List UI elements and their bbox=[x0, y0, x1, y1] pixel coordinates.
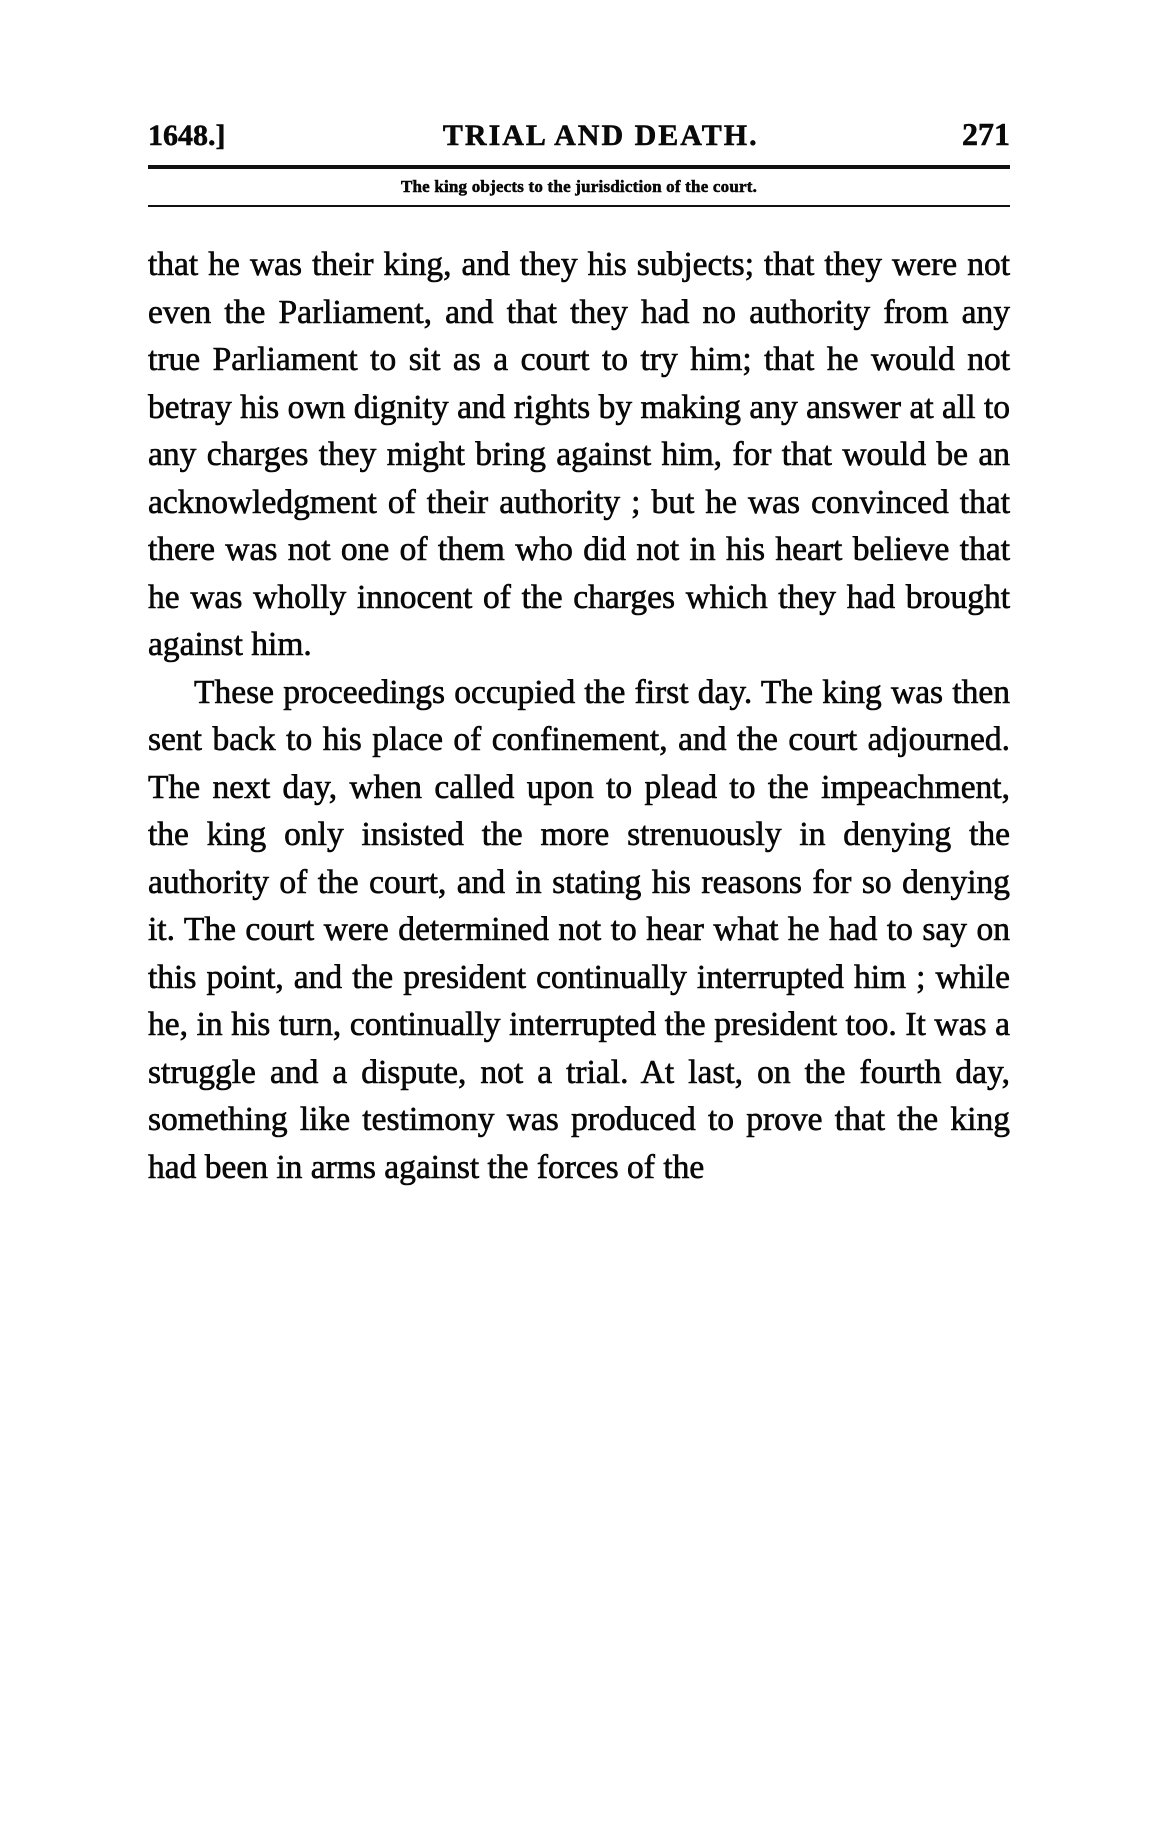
paragraph: that he was their king, and they his subjects; that they were not even the Parliament, and that they had no authority from any true Parliament to sit as a court to try him; that he would not betray his own dignity and rights by making any answer at all to any charges they might bring against him, for that would be an acknowledgment of their authority ; but he was convinced that there was not one of them who did not in his heart believe that he was wholly innocent of the charges which they had brought against him. bbox=[148, 246, 1010, 663]
header-rule-bottom bbox=[148, 205, 1010, 207]
page-number: 271 bbox=[962, 116, 1010, 152]
year-marker: 1648.] bbox=[148, 119, 226, 152]
running-title: TRIAL AND DEATH. bbox=[442, 119, 759, 152]
body-text bbox=[148, 241, 1010, 1191]
header-rule-top bbox=[148, 165, 1010, 169]
page-content bbox=[148, 116, 1010, 1191]
marginal-note: The king objects to the jurisdiction of the court. bbox=[400, 177, 758, 196]
paragraph: These proceedings occupied the first day. The king was then sent back to his place of confinement, and the court adjourned. The next day, when called upon to plead to the impeachment, the king only insisted the more strenuously in denying the authority of the court, and in stating his reasons for so denying it. The court were determined not to hear what he had to say on this point, and the president continually interrupted him ; while he, in his turn, continually interrupted the president too. It was a struggle and a dispute, not a trial. At last, on the fourth day, something like testimony was produced to prove that the king had been in arms against the forces of the bbox=[148, 673, 1010, 1186]
running-head bbox=[148, 116, 1010, 153]
